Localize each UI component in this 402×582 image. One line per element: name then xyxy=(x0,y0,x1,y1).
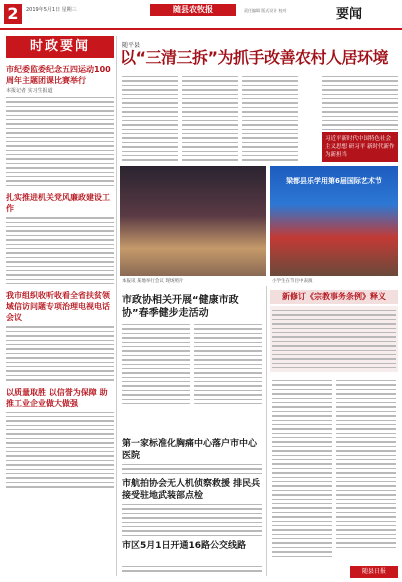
footer-logo: 随县日报 xyxy=(350,566,398,578)
article-body xyxy=(242,76,298,164)
article-headline[interactable]: 市航拍协会无人机侦察救援 排民兵接受驻地武装部点检 xyxy=(122,479,261,501)
article-body xyxy=(122,464,262,477)
photo-caption: 本报讯 某地举行会议 现场照片 xyxy=(122,279,184,284)
photo-banner-text: 梁都县乐学用第6届国际艺术节 xyxy=(286,177,382,185)
left-headline-1[interactable]: 市纪委监委纪念五四运动100周年主题团课比赛举行 xyxy=(6,65,111,85)
article-body xyxy=(182,76,238,164)
column-divider xyxy=(116,36,117,576)
section-label: 时政要闻 xyxy=(6,36,114,58)
article-body xyxy=(122,76,178,164)
kicker: 随平县 xyxy=(122,42,141,49)
issue-date: 2019年5月1日 星期三 xyxy=(26,7,77,13)
article-body xyxy=(122,566,262,575)
section-title: 要闻 xyxy=(336,7,363,22)
left-column xyxy=(6,36,114,576)
article-headline[interactable]: 市政协相关开展“健康市政协”春季健步走活动 xyxy=(122,295,239,319)
main-headline[interactable]: 以“三清三拆”为抓手改善农村人居环境 xyxy=(120,48,389,67)
article-headline[interactable]: 市区5月1日开通16路公交线路 xyxy=(122,541,247,551)
article-body-lines xyxy=(6,326,114,380)
article-body xyxy=(122,504,262,539)
article-body xyxy=(322,76,398,133)
article-body xyxy=(272,310,396,371)
left-byline-1: 本报记者 实习生报道 xyxy=(6,88,53,94)
article-headline[interactable]: 第一家标准化胸痛中心落户市中心医院 xyxy=(122,439,258,461)
left-headline-2[interactable]: 扎实推进机关党风廉政建设工作 xyxy=(6,193,110,214)
article-body-lines xyxy=(6,217,114,284)
column-divider xyxy=(266,286,267,576)
masthead xyxy=(0,0,402,30)
feature-headline[interactable]: 新修订《宗教事务条例》释义 xyxy=(270,290,398,304)
news-photo xyxy=(120,166,266,276)
photo-caption: 小学生在节目中表演 xyxy=(272,279,313,284)
newspaper-logo: 随县农牧报 xyxy=(150,4,236,16)
article-body-lines xyxy=(6,97,114,186)
editor-credits: 责任编辑 版式设计 校对 xyxy=(244,8,287,13)
left-headline-4[interactable]: 以质量取胜 以信誉为保障 助推工业企业做大做强 xyxy=(6,387,108,408)
article-body xyxy=(336,380,396,551)
promo-banner[interactable]: 习近平新时代中国特色社会主义思想 研习平 新时代新作为新担当 xyxy=(322,132,398,162)
article-body-lines xyxy=(6,412,114,488)
article-body xyxy=(122,324,190,407)
left-headline-3[interactable]: 我市组织收听收看全省扶贫领域信访问题专项治理电视电话会议 xyxy=(6,291,110,323)
article-body xyxy=(194,324,262,407)
article-body xyxy=(272,380,332,560)
page-number: 2 xyxy=(4,4,22,24)
